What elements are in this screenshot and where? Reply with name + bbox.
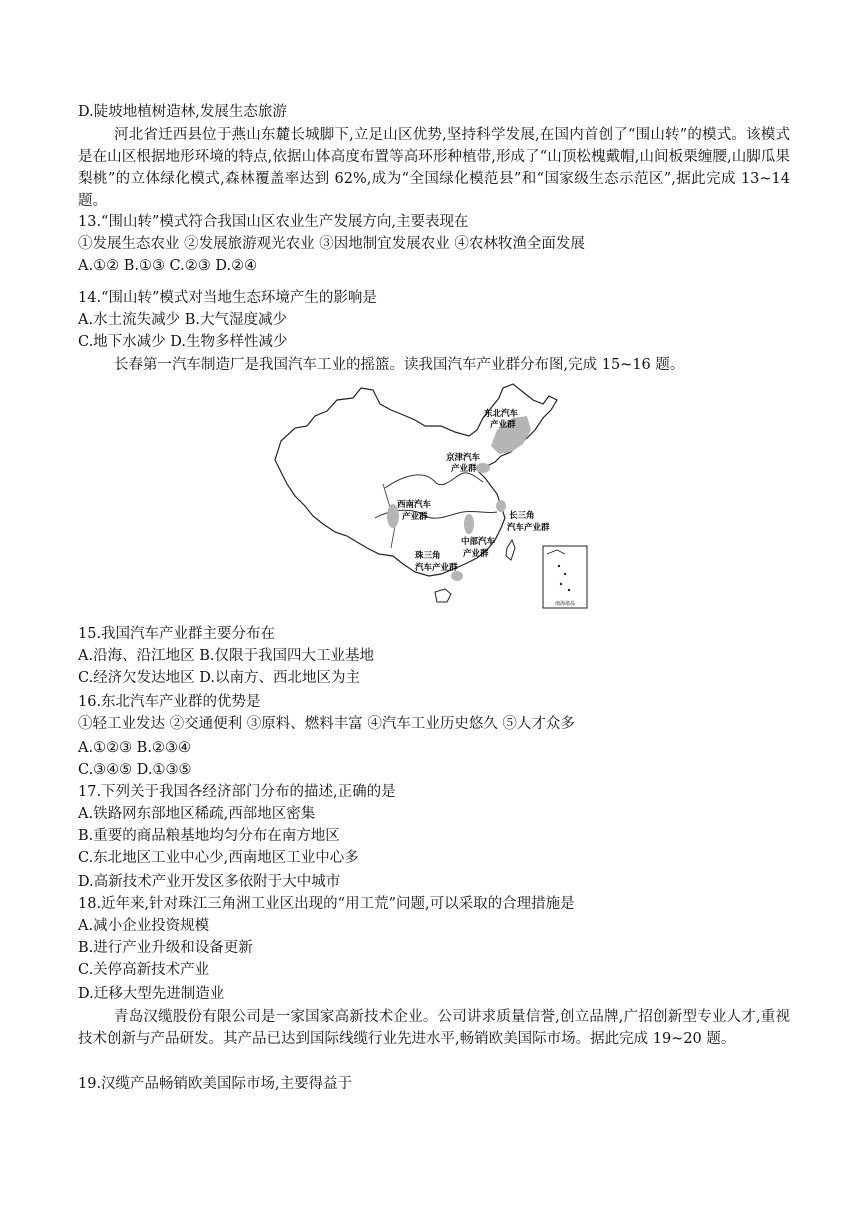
question-14-options-ab: A.水土流失减少 B.大气湿度减少 xyxy=(78,312,287,328)
intro-15-16: 长春第一汽车制造厂是我国汽车工业的摇篮。读我国汽车产业群分布图,完成 15~16 题。 xyxy=(114,357,685,373)
label-zhongbu-1: 中部汽车 xyxy=(461,537,496,547)
question-15: 15.我国汽车产业群主要分布在 xyxy=(78,626,276,642)
zhongbu-region xyxy=(464,514,474,534)
question-13-options: A.①② B.①③ C.②③ D.②④ xyxy=(78,258,258,274)
question-19: 19.汉缆产品畅销欧美国际市场,主要得益于 xyxy=(78,1076,353,1092)
jingjin-region xyxy=(476,463,490,473)
label-zhongbu-2: 产业群 xyxy=(463,549,489,559)
question-14-options-cd: C.地下水减少 D.生物多样性减少 xyxy=(78,334,288,350)
question-13-statements: ①发展生态农业 ②发展旅游观光农业 ③因地制宜发展农业 ④农林牧渔全面发展 xyxy=(78,236,585,252)
label-xinan-1: 西南汽车 xyxy=(397,500,432,510)
option-d-line: D.陡坡地植树造林,发展生态旅游 xyxy=(78,104,287,120)
question-15-options-ab: A.沿海、沿江地区 B.仅限于我国四大工业基地 xyxy=(78,648,374,664)
label-jingjin-2: 产业群 xyxy=(451,464,477,474)
question-18: 18.近年来,针对珠江三角洲工业区出现的“用工荒”问题,可以采取的合理措施是 xyxy=(78,896,575,912)
label-changsanjiao-1: 长三角 xyxy=(509,511,535,521)
hainan-island xyxy=(435,589,451,602)
label-dongbei-2: 产业群 xyxy=(490,420,516,430)
question-16-options-cd: C.③④⑤ D.①③⑤ xyxy=(78,762,192,778)
question-14: 14.“围山转”模式对当地生态环境产生的影响是 xyxy=(78,290,377,306)
label-changsanjiao-2: 汽车产业群 xyxy=(507,523,550,533)
inset-label: 南海诸岛 xyxy=(555,601,576,607)
question-17-option-d: D.高新技术产业开发区多依附于大中城市 xyxy=(78,874,341,890)
question-16-options-ab: A.①②③ B.②③④ xyxy=(78,740,191,756)
label-dongbei-1: 东北汽车 xyxy=(484,409,519,419)
question-16-statements: ①轻工业发达 ②交通便利 ③原料、燃料丰富 ④汽车工业历史悠久 ⑤人才众多 xyxy=(78,716,575,732)
label-jingjin-1: 京津汽车 xyxy=(446,453,481,463)
question-17: 17.下列关于我国各经济部门分布的描述,正确的是 xyxy=(78,784,396,800)
question-15-options-cd: C.经济欠发达地区 D.以南方、西北地区为主 xyxy=(78,670,361,686)
passage-hanlan: 青岛汉缆股份有限公司是一家国家高新技术企业。公司讲求质量信誉,创立品牌,广招创新型专业人才,重视技术创新与产品研发。其产品已达到国际线缆行业先进水平,畅销欧美国际市场。据此完成 19~20 题。 xyxy=(78,1009,790,1047)
question-17-option-c: C.东北地区工业中心少,西南地区工业中心多 xyxy=(78,850,359,866)
changsanjiao-region xyxy=(496,500,506,512)
question-16: 16.东北汽车产业群的优势是 xyxy=(78,694,261,710)
south-china-sea-inset xyxy=(543,546,587,608)
label-zhusanjiao-2: 汽车产业群 xyxy=(415,563,458,573)
question-18-option-a: A.减小企业投资规模 xyxy=(78,918,210,934)
label-xinan-2: 产业群 xyxy=(402,512,428,522)
label-zhusanjiao-1: 珠三角 xyxy=(415,551,441,561)
question-17-option-b: B.重要的商品粮基地均匀分布在南方地区 xyxy=(78,828,340,844)
question-18-option-d: D.迁移大型先进制造业 xyxy=(78,986,225,1002)
question-18-option-b: B.进行产业升级和设备更新 xyxy=(78,940,253,956)
taiwan-island xyxy=(506,540,515,560)
question-17-option-a: A.铁路网东部地区稀疏,西部地区密集 xyxy=(78,806,316,822)
passage-weishanzhuan: 河北省迁西县位于燕山东麓长城脚下,立足山区优势,坚持科学发展,在国内首创了“围山转”的模式。该模式是在山区根据地形环境的特点,依据山体高度布置等高环形种植带,形成了“山顶松槐戴帽,山间板栗缠腰,山脚瓜果梨桃”的立体绿化模式,森林覆盖率达到 62%,成为“全国绿化模范县”和“国家级生态示范区”,据此完成 13~14 题。 xyxy=(78,127,790,209)
question-13: 13.“围山转”模式符合我国山区农业生产发展方向,主要表现在 xyxy=(78,214,469,230)
china-auto-industry-map xyxy=(265,378,595,613)
question-18-option-c: C.关停高新技术产业 xyxy=(78,962,210,978)
